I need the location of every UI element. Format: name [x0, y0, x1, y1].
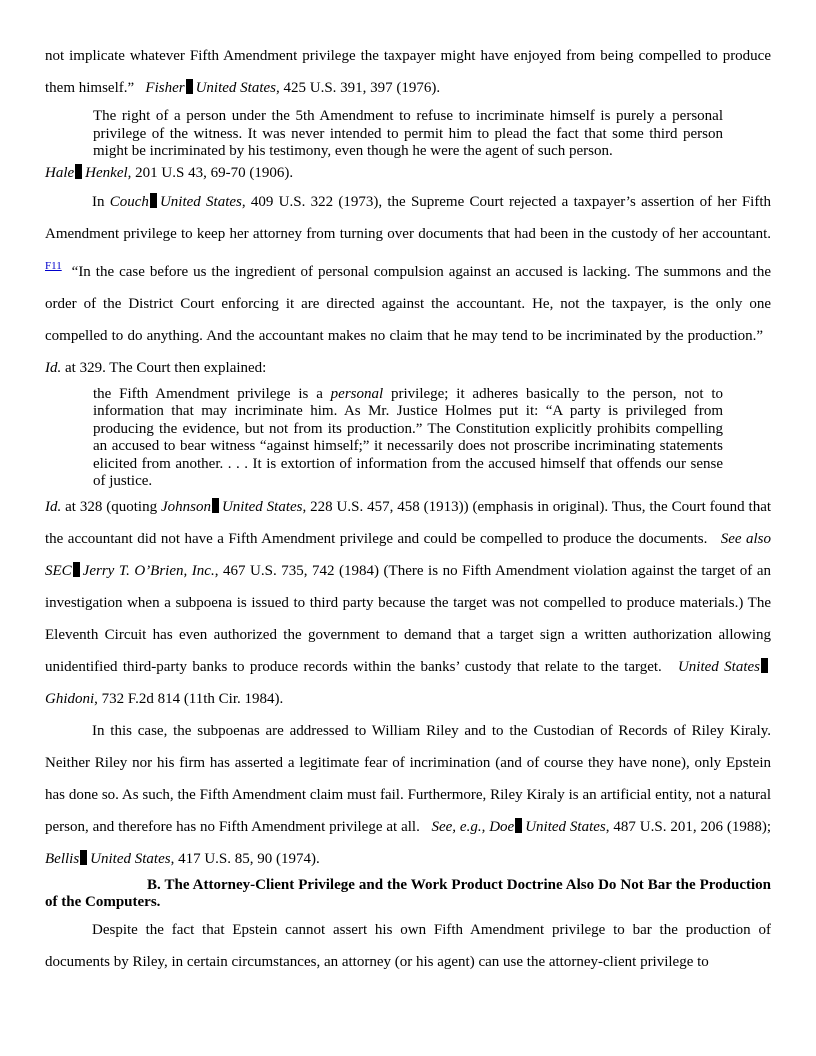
case-name: United States — [221, 498, 303, 515]
case-name: Johnson — [160, 498, 211, 515]
case-name: Jerry T. O’Brien, Inc. — [82, 562, 215, 579]
footnote-link[interactable]: F11 — [45, 259, 62, 272]
case-name: United States — [195, 80, 276, 96]
johnson-text: , 732 F.2d 814 (11th Cir. 1984). — [94, 690, 284, 707]
johnson-text: , 228 U.S. 457, 458 (1913)) (emphasis in original). Thus, the Court found that the accountant did not have a Fifth Amendment privilege and could be compelled to produce the documents. — [45, 498, 772, 547]
johnson-text: at 328 (quoting — [65, 498, 158, 515]
redaction-mark — [150, 193, 157, 208]
block-quote-hale: The right of a person under the 5th Amendment to refuse to incriminate himself is purely a personal privilege of the witness. It was never intended to permit him to plead the fact that some third person might be incriminated by his testimony, even though he were the agent of such person. — [93, 108, 723, 159]
document-page — [45, 40, 771, 978]
block-quote-couch — [93, 386, 723, 491]
couch-text: In — [92, 193, 105, 210]
id-signal: Id. — [45, 359, 62, 376]
riley-text: , 487 U.S. 201, 206 (1988); — [605, 818, 772, 835]
redaction-mark — [75, 164, 82, 179]
case-name: Couch — [109, 193, 149, 210]
case-name: United States — [159, 193, 242, 210]
redaction-mark — [212, 498, 219, 513]
case-name: United States — [90, 850, 171, 867]
citation: , 425 U.S. 391, 397 (1976). — [275, 80, 441, 96]
paragraph-couch — [45, 186, 771, 384]
redaction-mark — [73, 562, 80, 577]
case-name: Hale — [45, 164, 75, 181]
id-signal: Id. — [45, 498, 62, 515]
case-name: Bellis — [45, 850, 80, 867]
riley-text: , 417 U.S. 85, 90 (1974). — [170, 850, 320, 867]
quote-text: privilege; it adheres basically to the person, not to information that may incriminate him. As Mr. Justice Holmes put it: “A party is privileged from producing the evidence, but not from its production.” The Constitution explicitly prohibits compelling an accused to bear witness “against himself;” it necessarily does not proscribe incriminating statements elicited from another. . . . It is extortion of information from the accused himself that offends our sense of justice. — [93, 385, 723, 489]
quote-text: the Fifth Amendment privilege is a — [93, 385, 323, 402]
citation-hale — [45, 161, 771, 185]
paragraph-riley — [45, 715, 771, 875]
johnson-text: , 467 U.S. 735, 742 (1984) (There is no Fifth Amendment violation against the target of an investigation when a subpoena is issued to third party because the target was not compelled to produce materials.) The Eleventh Circuit has even authorized the government to demand that a target sign a written authorization allowing unidentified third-party banks to produce records within the banks’ custody that relate to the target. — [45, 562, 771, 675]
couch-text: , 409 U.S. 322 (1973), the Supreme Court rejected a taxpayer’s assertion of her Fifth Amendment privilege to keep her attorney from turning over documents that had been in the custody of her accountant. — [45, 193, 771, 242]
redaction-mark — [186, 79, 193, 94]
fisher-text: not implicate whatever Fifth Amendment privilege the taxpayer might have enjoyed from being compelled to produce them himself.” — [45, 48, 771, 96]
redaction-mark — [515, 818, 522, 833]
see-also-signal: See also SEC — [45, 530, 771, 579]
paragraph-attorney-client: Despite the fact that Epstein cannot assert his own Fifth Amendment privilege to bar the production of documents by Riley, in certain circumstances, an attorney (or his agent) can use the attorney-client privilege to — [45, 921, 771, 970]
section-heading: B. The Attorney-Client Privilege and the Work Product Doctrine Also Do Not Bar the Production of the Computers. — [45, 876, 771, 910]
citation: , 201 U.S 43, 69-70 (1906). — [127, 164, 294, 181]
couch-text: at 329. The Court then explained: — [65, 359, 267, 376]
couch-quote: “In the case before us the ingredient of personal compulsion against an accused is lacking. The summons and the order of the District Court enforcing it are directed against the accountant. He, not the taxpayer, is the only one compelled to do anything. And the accountant makes no claim that he may tend to be incriminated by the production.” — [45, 263, 771, 344]
paragraph-fisher — [45, 40, 771, 104]
case-name: Ghidoni — [45, 690, 95, 707]
emphasis: personal — [330, 385, 384, 402]
case-name: Henkel — [85, 164, 128, 181]
redaction-mark — [80, 850, 87, 865]
case-name: United States — [677, 658, 761, 675]
case-name: United States — [525, 818, 606, 835]
redaction-mark — [761, 658, 768, 673]
case-name: Fisher — [145, 80, 185, 96]
paragraph-johnson — [45, 491, 771, 715]
riley-text: In this case, the subpoenas are addressed to William Riley and to the Custodian of Records of Riley Kiraly. Neither Riley nor his firm has asserted a legitimate fear of incrimination (and of course they have none), only Epstein has done so. As such, the Fifth Amendment claim must fail. Furthermore, Riley Kiraly is an artificial entity, not a natural person, and therefore has no Fifth Amendment privilege at all. — [45, 722, 771, 835]
see-signal: See, e.g., Doe — [431, 818, 515, 835]
